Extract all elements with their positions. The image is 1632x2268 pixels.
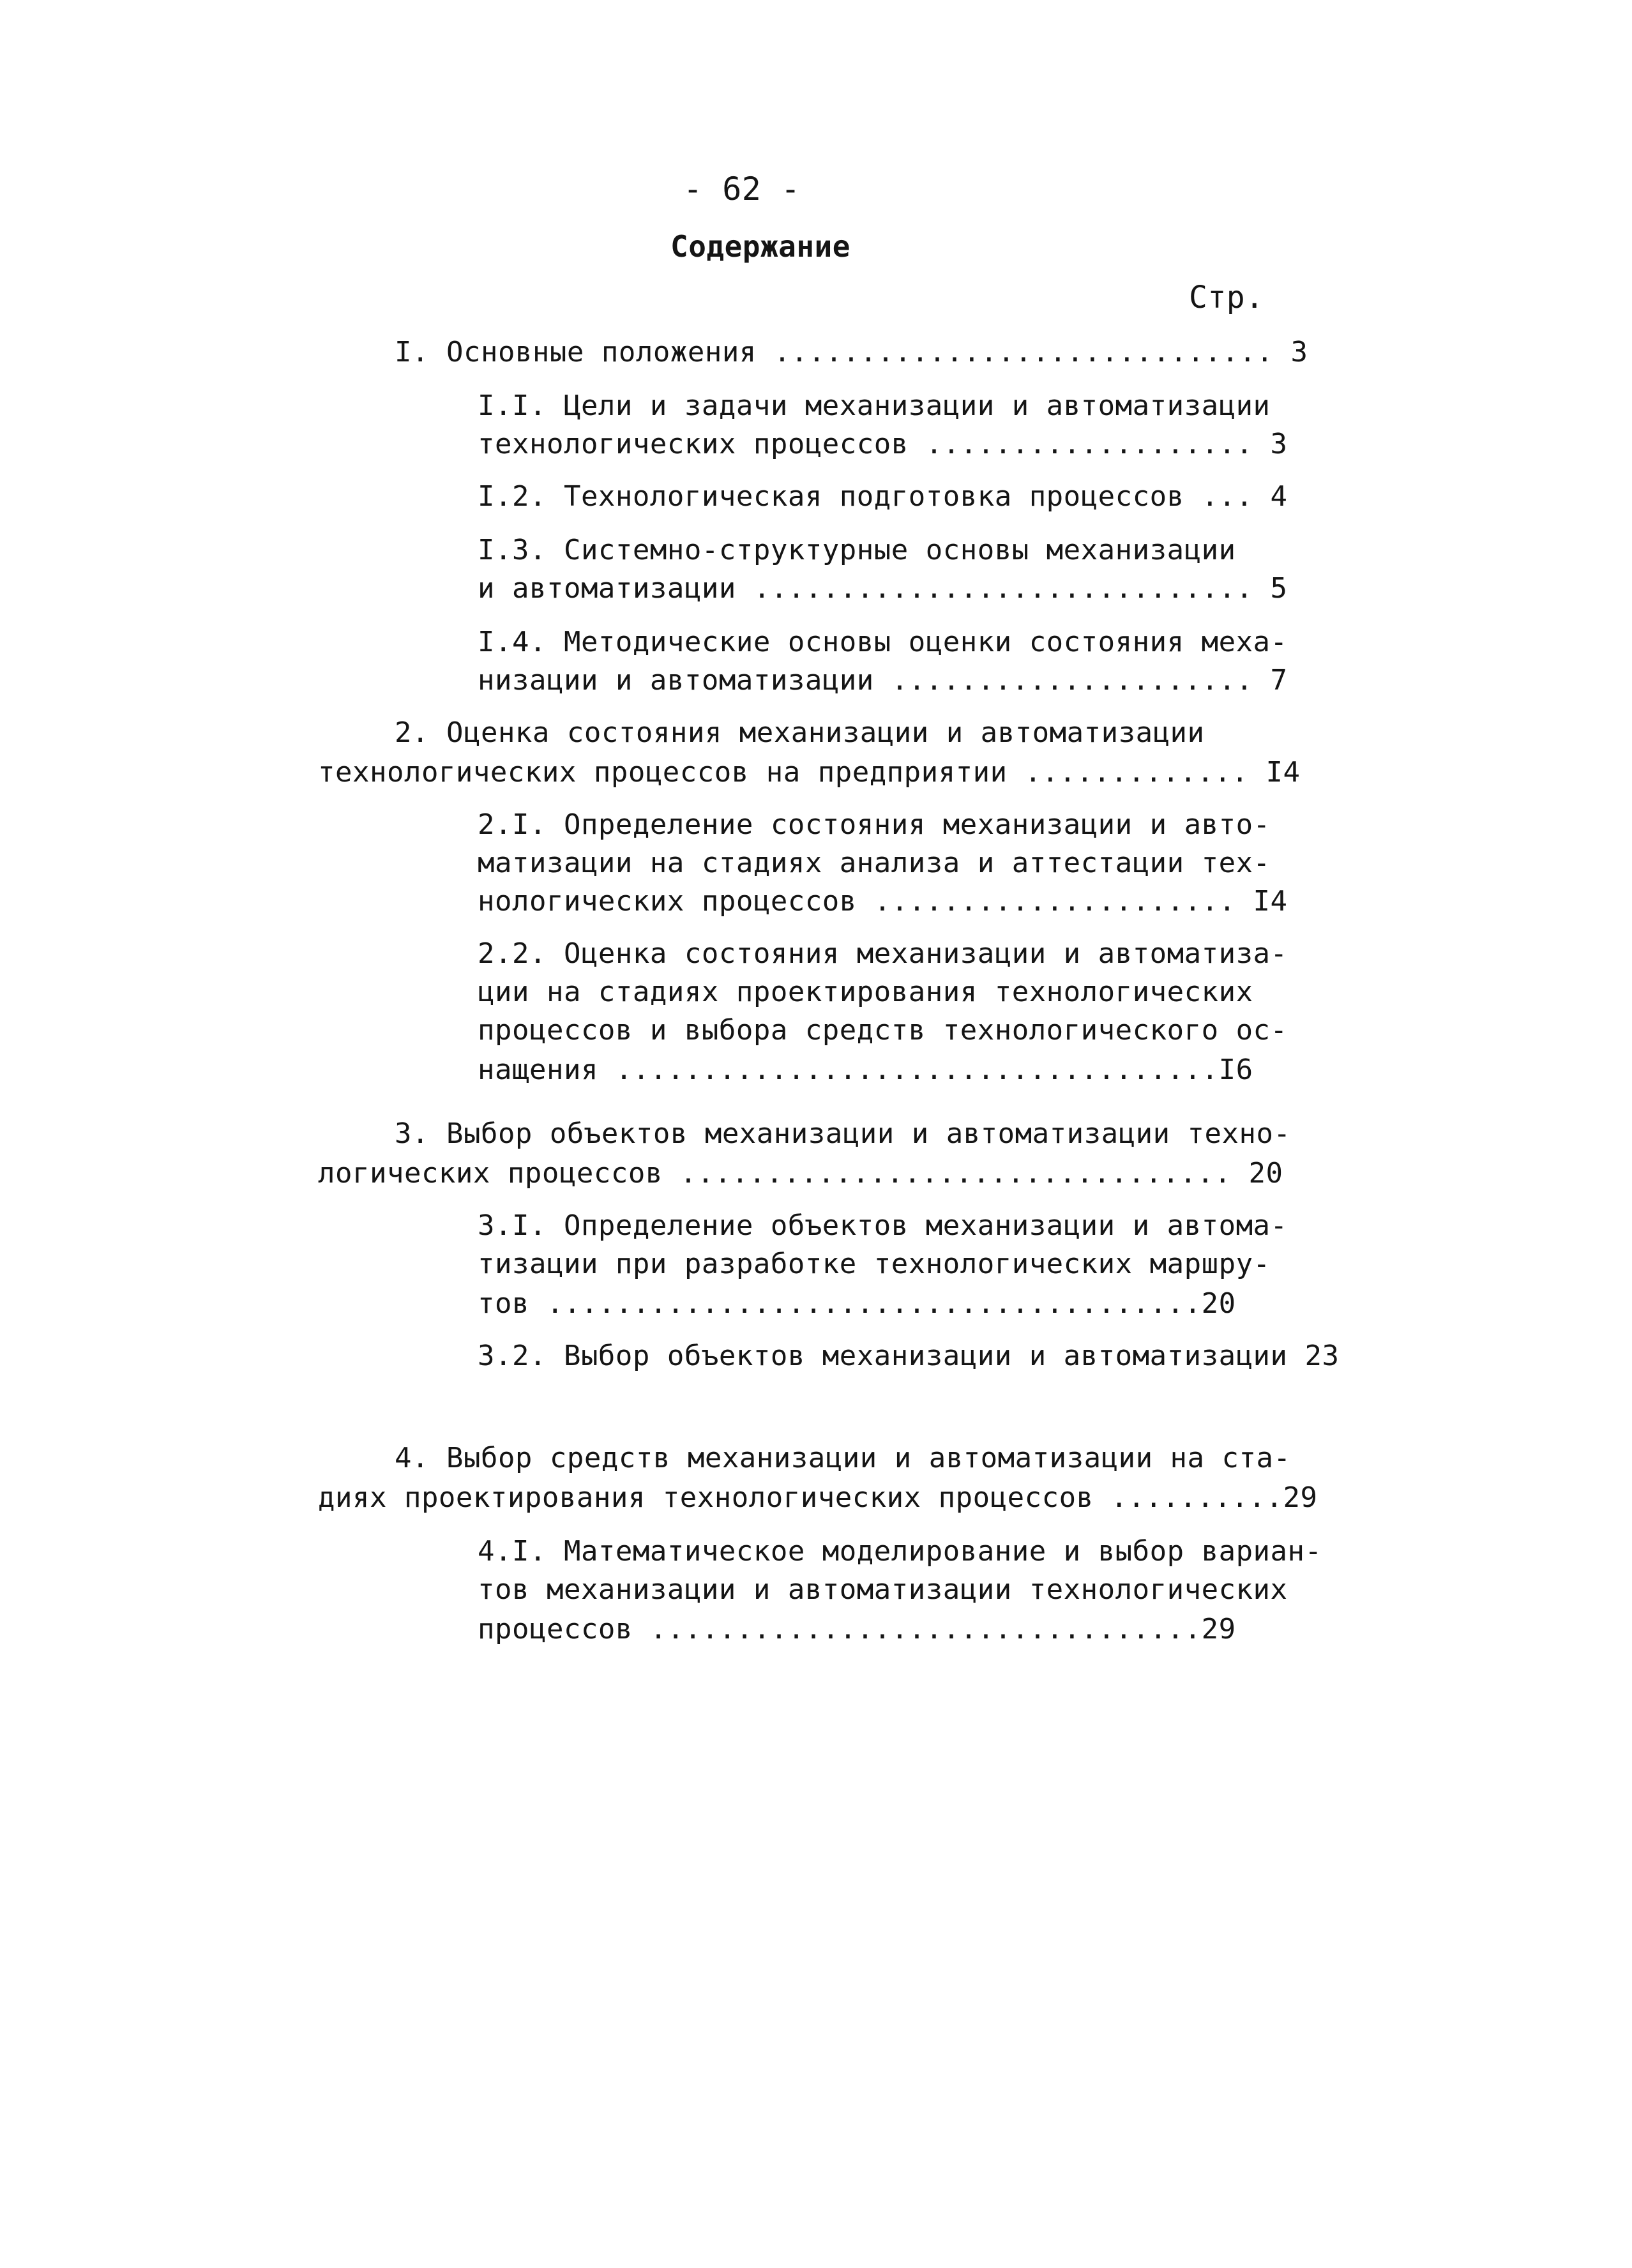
toc-line: I. Основные положения ............................. 3 xyxy=(395,336,1308,368)
toc-line: диях проектирования технологических процессов ..........29 xyxy=(318,1481,1318,1514)
toc-line: I.4. Методические основы оценки состояния меха- xyxy=(478,626,1288,658)
toc-line: логических процессов ................................ 20 xyxy=(318,1157,1283,1190)
toc-line: 3.2. Выбор объектов механизации и автоматизации 23 xyxy=(478,1340,1340,1372)
toc-line: 2. Оценка состояния механизации и автоматизации xyxy=(395,716,1205,749)
toc-line: матизации на стадиях анализа и аттестации тех- xyxy=(478,847,1271,879)
toc-line: низации и автоматизации ..................... 7 xyxy=(478,664,1288,697)
toc-line: 4.I. Математическое моделирование и выбор вариан- xyxy=(478,1535,1322,1568)
toc-line: процессов ................................29 xyxy=(478,1613,1236,1645)
toc-line: I.2. Технологическая подготовка процессов ... 4 xyxy=(478,480,1288,513)
toc-line: 3. Выбор объектов механизации и автоматизации техно- xyxy=(395,1117,1291,1150)
toc-line: 4. Выбор средств механизации и автоматизации на ста- xyxy=(395,1442,1291,1474)
toc-line: тов механизации и автоматизации технологических xyxy=(478,1573,1288,1606)
toc-line: I.3. Системно-структурные основы механизации xyxy=(478,534,1236,566)
page-column-label: Стр. xyxy=(1189,280,1264,315)
toc-line: 2.2. Оценка состояния механизации и автоматиза- xyxy=(478,937,1288,970)
toc-line: 2.I. Определение состояния механизации и авто- xyxy=(478,808,1271,841)
toc-line: процессов и выбора средств технологического ос- xyxy=(478,1014,1288,1047)
toc-line: нащения ...................................I6 xyxy=(478,1054,1253,1086)
toc-line: технологических процессов ................... 3 xyxy=(478,428,1288,460)
toc-line: тизации при разработке технологических маршру- xyxy=(478,1248,1271,1280)
toc-line: 3.I. Определение объектов механизации и автома- xyxy=(478,1209,1288,1242)
toc-line: и автоматизации ............................. 5 xyxy=(478,572,1288,605)
toc-line: тов ......................................20 xyxy=(478,1287,1236,1320)
page-number: - 62 - xyxy=(683,170,801,208)
toc-line: технологических процессов на предприятии ............. I4 xyxy=(318,756,1301,789)
toc-line: I.I. Цели и задачи механизации и автоматизации xyxy=(478,389,1271,422)
contents-heading: Содержание xyxy=(670,229,850,264)
toc-line: нологических процессов ..................... I4 xyxy=(478,885,1288,918)
toc-line: ции на стадиях проектирования технологических xyxy=(478,976,1253,1008)
